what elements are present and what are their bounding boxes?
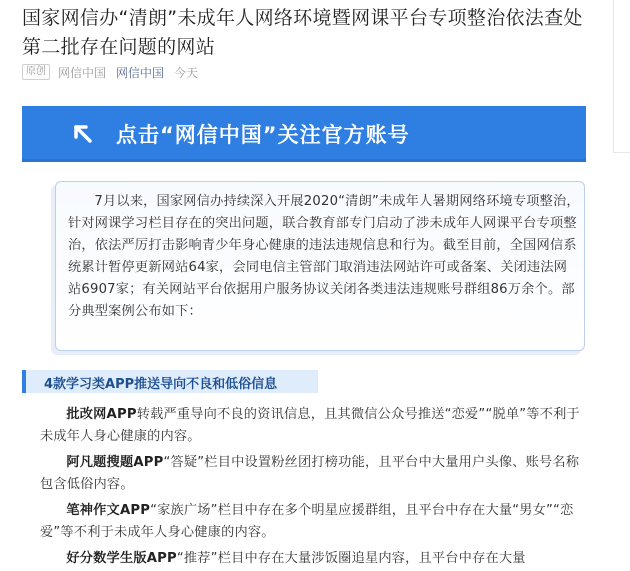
arrow-up-left-icon [72, 123, 94, 145]
case-paragraph [40, 452, 588, 496]
case-paragraph [40, 548, 588, 570]
follow-banner[interactable] [22, 106, 586, 162]
intro-paragraph: 7月以来，国家网信办持续深入开展2020“清朗”未成年人暑期网络环境专项整治，针对网课学习栏目存在的突出问题，联合教育部专门启动了涉未成年人网课平台专项整治，依法严厉打击影响青少年身心健康的违法违规信息和行为。截至目前，全国网信系统累计暂停更新网站64家，会同电信主管部门取消违法网站许可或备案、关闭违法网站6907家；有关网站平台依据用户服务协议关闭各类违法违规账号群组86万余个。部分典型案例公布如下： [68, 194, 580, 319]
case-text: 转载严重导向不良的资讯信息，且其微信公众号推送“恋爱”“脱单”等不利于未成年人身心健康的内容。 [40, 407, 580, 444]
case-paragraph [40, 500, 588, 544]
author-name: 网信中国 [58, 65, 107, 80]
case-app-name: 好分数学生版APP [66, 551, 177, 566]
case-app-name: 批改网APP [66, 407, 137, 422]
section-heading [22, 370, 318, 393]
section-heading-text: 4款学习类APP推送导向不良和低俗信息 [44, 377, 278, 392]
account-link[interactable]: 网信中国 [116, 65, 165, 80]
case-text: “答疑”栏目中设置粉丝团打榜功能，且平台中大量用户头像、账号名称包含低俗内容。 [40, 455, 580, 492]
sidebar-divider [613, 0, 630, 153]
original-badge: 原创 [22, 64, 50, 80]
article-title: 国家网信办“清朗”未成年人网络环境暨网课平台专项整治依法查处第二批存在问题的网站 [22, 7, 583, 58]
article-meta [22, 63, 198, 81]
follow-banner-text: 点击“网信中国”关注官方账号 [116, 123, 410, 147]
publish-date: 今天 [174, 65, 199, 80]
case-app-name: 笔神作文APP [66, 503, 151, 518]
case-paragraph [40, 404, 588, 448]
case-text: “家族广场”栏目中存在多个明星应援群组，且平台中存在大量“男女”“恋爱”等不利于未成年人身心健康的内容。 [40, 503, 574, 540]
case-text: “推荐”栏目中存在大量涉饭圈追星内容，且平台中存在大量 [176, 551, 526, 566]
case-app-name: 阿凡题搜题APP [66, 455, 164, 470]
